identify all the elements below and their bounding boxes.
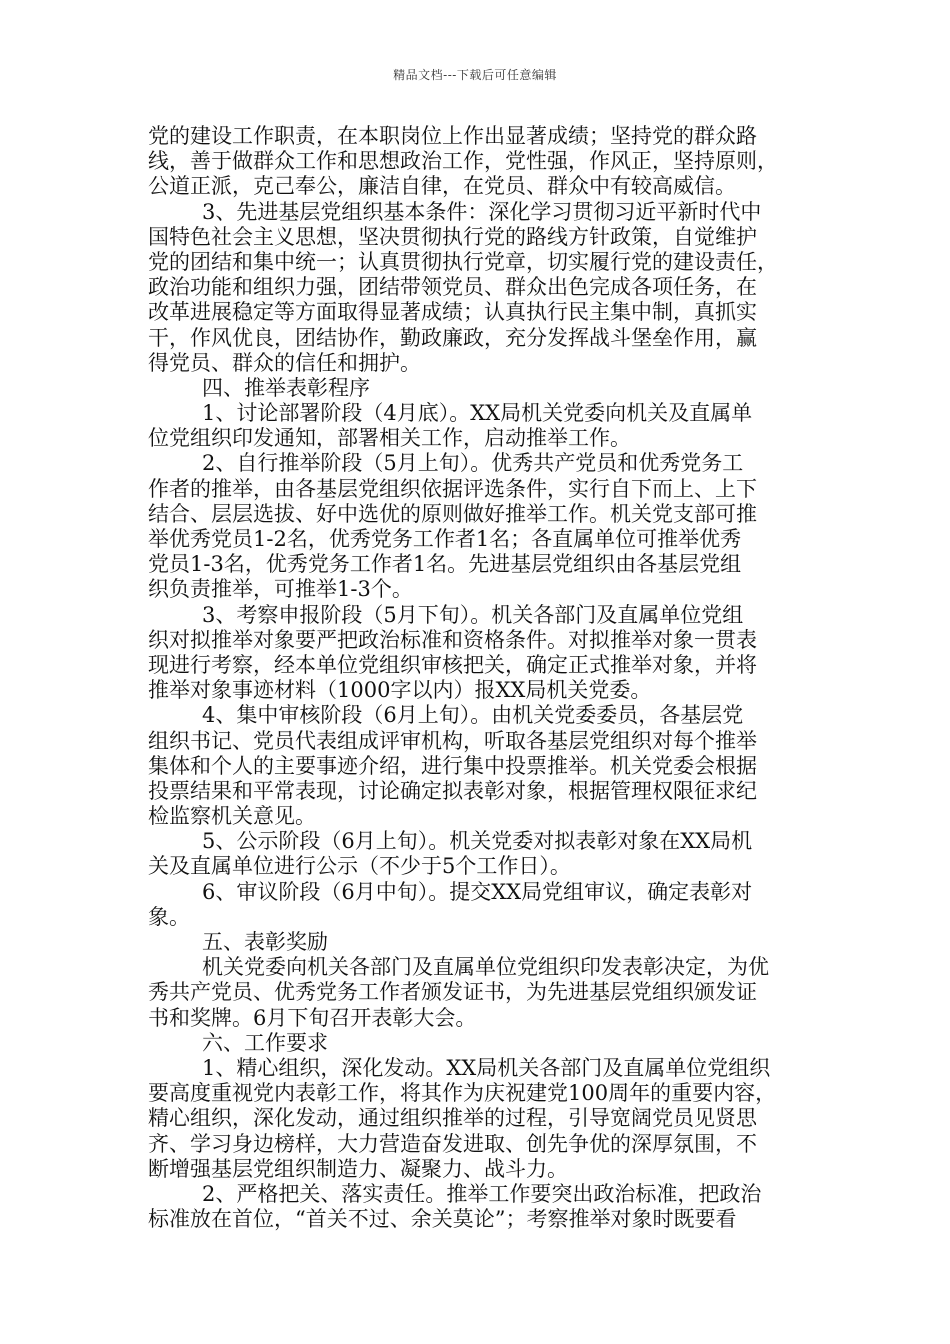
text-line: 5、公示阶段（6月上旬）。机关党委对拟表彰对象在XX局机 <box>202 829 753 854</box>
document-body <box>148 124 808 1232</box>
text-line: 书和奖牌。6月下旬召开表彰大会。 <box>148 1005 477 1030</box>
text-line: 四、推举表彰程序 <box>202 375 370 400</box>
text-line: 1、精心组织，深化发动。XX局机关各部门及直属单位党组织 <box>202 1055 771 1080</box>
text-line: 齐、学习身边榜样，大力营造奋发进取、创先争优的深厚氛围，不 <box>148 1131 757 1156</box>
text-line: 六、工作要求 <box>202 1030 328 1055</box>
text-line: 党员1-3名，优秀党务工作者1名。先进基层党组织由各基层党组 <box>148 552 742 577</box>
text-line: 位党组织印发通知，部署相关工作，启动推举工作。 <box>148 426 631 451</box>
text-line: 公道正派，克己奉公，廉洁自律，在党员、群众中有较高威信。 <box>148 174 736 199</box>
text-line: 投票结果和平常表现，讨论确定拟表彰对象，根据管理权限征求纪 <box>148 778 757 803</box>
text-line: 政治功能和组织力强，团结带领党员、群众出色完成各项任务，在 <box>148 275 757 300</box>
text-line: 国特色社会主义思想，坚决贯彻执行党的路线方针政策，自觉维护 <box>148 224 757 249</box>
text-line: 举优秀党员1-2名，优秀党务工作者1名；各直属单位可推举优秀 <box>148 527 742 551</box>
text-line: 五、表彰奖励 <box>202 930 328 954</box>
text-line: 精心组织，深化发动，通过组织推举的过程，引导宽阔党员见贤思 <box>148 1106 757 1131</box>
text-line: 干，作风优良，团结协作，勤政廉政，充分发挥战斗堡垒作用，赢 <box>148 325 757 350</box>
text-line: 改革进展稳定等方面取得显著成绩；认真执行民主集中制，真抓实 <box>148 300 757 325</box>
text-line: 推举对象事迹材料（1000字以内）报XX局机关党委。 <box>148 678 652 703</box>
text-line: 4、集中审核阶段（6月上旬）。由机关党委委员，各基层党 <box>202 703 744 728</box>
text-line: 机关党委向机关各部门及直属单位党组织印发表彰决定，为优 <box>202 955 769 980</box>
text-line: 组织书记、党员代表组成评审机构，听取各基层党组织对每个推举 <box>148 728 757 753</box>
text-line: 现进行考察，经本单位党组织审核把关，确定正式推举对象，并将 <box>148 652 757 677</box>
text-line: 关及直属单位进行公示（不少于5个工作日）。 <box>148 854 571 879</box>
text-line: 织对拟推举对象要严把政治标准和资格条件。对拟推举对象一贯表 <box>148 627 757 652</box>
text-line: 结合、层层选拔、好中选优的原则做好推举工作。机关党支部可推 <box>148 501 757 526</box>
text-line: 标准放在首位，“首关不过、余关莫论”；考察推举对象时既要看 <box>148 1207 737 1232</box>
text-line: 党的建设工作职责，在本职岗位上作出显著成绩；坚持党的群众路 <box>148 124 757 148</box>
text-line: 线，善于做群众工作和思想政治工作，党性强，作风正，坚持原则， <box>148 149 778 174</box>
text-line: 1、讨论部署阶段（4月底）。XX局机关党委向机关及直属单 <box>202 401 753 426</box>
text-line: 作者的推举，由各基层党组织依据评选条件，实行自下而上、上下 <box>148 476 757 501</box>
text-line: 象。 <box>148 904 190 929</box>
text-line: 2、严格把关、落实责任。推举工作要突出政治标准，把政治 <box>202 1181 762 1206</box>
text-line: 6、审议阶段（6月中旬）。提交XX局党组审议，确定表彰对 <box>202 879 753 904</box>
text-line: 秀共产党员、优秀党务工作者颁发证书，为先进基层党组织颁发证 <box>148 980 757 1005</box>
text-line: 集体和个人的主要事迹介绍，进行集中投票推举。机关党委会根据 <box>148 753 757 778</box>
text-line: 党的团结和集中统一；认真贯彻执行党章，切实履行党的建设责任， <box>148 249 778 274</box>
text-line: 织负责推举，可推举1-3个。 <box>148 577 413 602</box>
text-line: 2、自行推举阶段（5月上旬）。优秀共产党员和优秀党务工 <box>202 451 744 476</box>
text-line: 得党员、群众的信任和拥护。 <box>148 350 421 375</box>
text-line: 断增强基层党组织制造力、凝聚力、战斗力。 <box>148 1156 568 1181</box>
text-line: 3、考察申报阶段（5月下旬）。机关各部门及直属单位党组 <box>202 602 744 627</box>
text-line: 检监察机关意见。 <box>148 804 316 829</box>
page-header: 精品文档---下载后可任意编辑 <box>393 68 557 82</box>
text-line: 要高度重视党内表彰工作，将其作为庆祝建党100周年的重要内容， <box>148 1081 777 1106</box>
text-line: 3、先进基层党组织基本条件：深化学习贯彻习近平新时代中 <box>202 199 762 224</box>
